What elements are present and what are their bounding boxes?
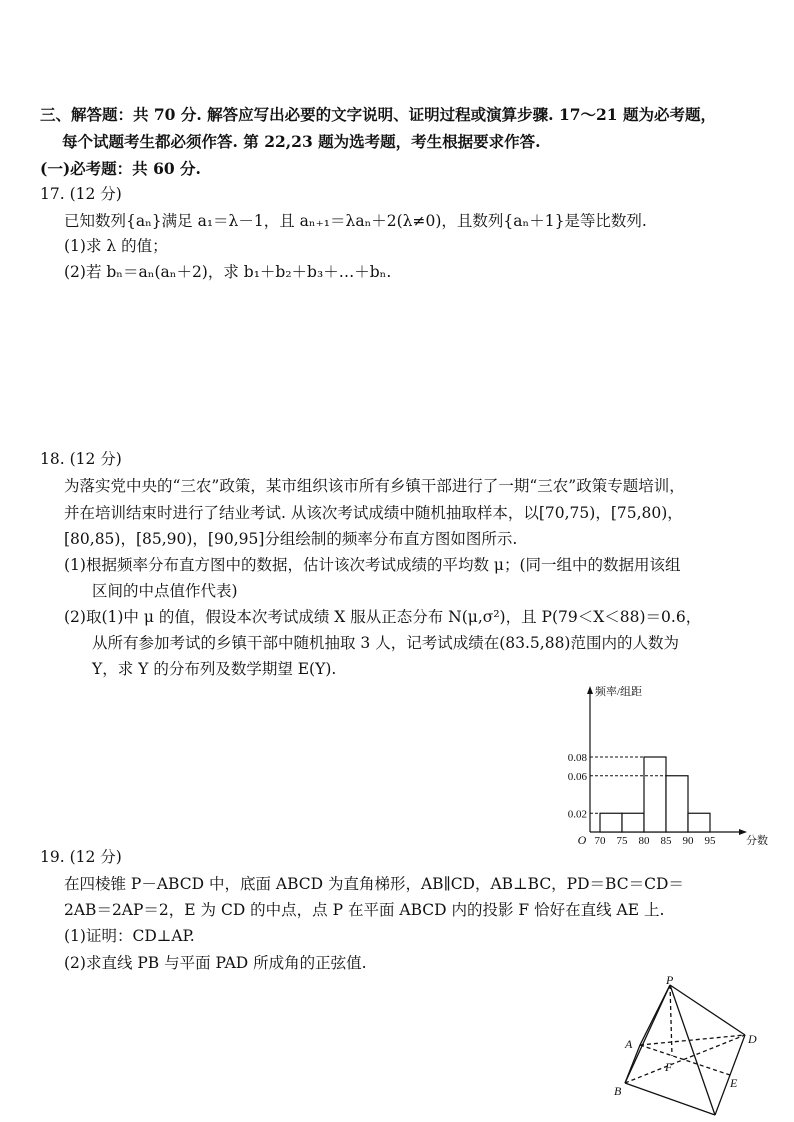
label-E: E	[730, 1076, 738, 1090]
x-tick-label: 80	[638, 835, 650, 845]
q19-line2: 2AB＝2AP＝2，E 为 CD 的中点，点 P 在平面 ABCD 内的投影 F 恰好在直线 AE 上.	[64, 901, 665, 919]
histogram-bar	[644, 757, 666, 832]
q18-number: 18. (12 分)	[40, 450, 122, 468]
q19-number: 19. (12 分)	[40, 848, 122, 866]
edge-PC	[670, 985, 715, 1115]
histogram-bar	[688, 813, 710, 832]
edge-BC	[625, 1083, 715, 1115]
histogram-bar	[600, 813, 622, 832]
y-tick-label: 0.06	[567, 770, 587, 783]
section-subheader: (一)必考题：共 60 分.	[40, 159, 201, 178]
label-B: B	[614, 1084, 622, 1098]
label-P: P	[666, 975, 674, 987]
y-axis-label: 频率/组距	[595, 686, 643, 698]
y-axis-arrow	[587, 686, 593, 694]
origin-label: O	[577, 833, 587, 845]
q18-line3: [80,85)，[85,90)，[90,95]分组绘制的频率分布直方图如图所示.	[64, 530, 518, 548]
pyramid-figure	[610, 975, 770, 1122]
q18-part2-line1: (2)取(1)中 μ 的值，假设本次考试成绩 X 服从正态分布 N(μ,σ²)，且 P(79＜X＜88)＝0.6，	[64, 608, 702, 626]
q19-part1: (1)证明：CD⊥AP.	[64, 927, 195, 945]
edge-PD	[670, 985, 745, 1035]
q17-number: 17. (12 分)	[40, 185, 122, 203]
x-tick-label: 70	[594, 835, 606, 845]
label-F: F	[665, 1060, 673, 1074]
x-tick-label: 85	[660, 835, 672, 845]
x-axis-label: 分数	[746, 835, 768, 845]
x-tick-label: 90	[682, 835, 694, 845]
histogram-bar	[666, 776, 688, 832]
q17-part1: (1)求 λ 的值；	[64, 237, 168, 255]
label-D: D	[748, 1032, 757, 1046]
frequency-histogram	[540, 680, 770, 845]
label-A: A	[625, 1037, 633, 1051]
q18-part2-line3: Y，求 Y 的分布列及数学期望 E(Y).	[92, 660, 337, 678]
q19-line1: 在四棱锥 P－ABCD 中，底面 ABCD 为直角梯形，AB∥CD，AB⊥BC，PD＝BC＝CD＝	[64, 875, 684, 893]
q19-part2: (2)求直线 PB 与平面 PAD 所成角的正弦值.	[64, 954, 367, 972]
section-header-line1: 三、解答题：共 70 分. 解答应写出必要的文字说明、证明过程或演算步骤. 17～21 题为必考题，	[40, 105, 716, 124]
q18-part2-line2: 从所有参加考试的乡镇干部中随机抽取 3 人，记考试成绩在(83.5,88)范围内的人数为	[92, 634, 679, 652]
y-tick-label: 0.08	[567, 752, 587, 764]
line-PF	[670, 985, 672, 1056]
q18-part1-line1: (1)根据频率分布直方图中的数据，估计该次考试成绩的平均数 μ；(同一组中的数据用该组	[64, 556, 681, 574]
q17-part2: (2)若 bₙ＝aₙ(aₙ＋2)，求 b₁＋b₂＋b₃＋…＋bₙ.	[64, 263, 392, 281]
edge-PB	[625, 985, 670, 1083]
line-BD	[625, 1035, 745, 1083]
q17-stem: 已知数列{aₙ}满足 a₁＝λ－1，且 aₙ₊₁＝λaₙ＋2(λ≠0)，且数列{aₙ＋1}是等比数列.	[64, 212, 647, 230]
section-header-line2: 每个试题考生都必须作答. 第 22,23 题为选考题，考生根据要求作答.	[62, 132, 541, 151]
line-AE	[640, 1045, 730, 1075]
q18-line1: 为落实党中央的“三农”政策，某市组织该市所有乡镇干部进行了一期“三农”政策专题培训，	[64, 477, 685, 495]
edge-AD	[640, 1035, 745, 1045]
x-tick-label: 75	[616, 835, 628, 845]
y-tick-label: 0.02	[567, 808, 587, 821]
histogram-bar	[622, 813, 644, 832]
x-tick-label: 95	[704, 835, 716, 845]
q18-part1-line2: 区间的中点值作代表)	[92, 582, 238, 600]
q18-line2: 并在培训结束时进行了结业考试. 从该次考试成绩中随机抽取样本，以[70,75)，[75,80)，	[64, 504, 683, 522]
